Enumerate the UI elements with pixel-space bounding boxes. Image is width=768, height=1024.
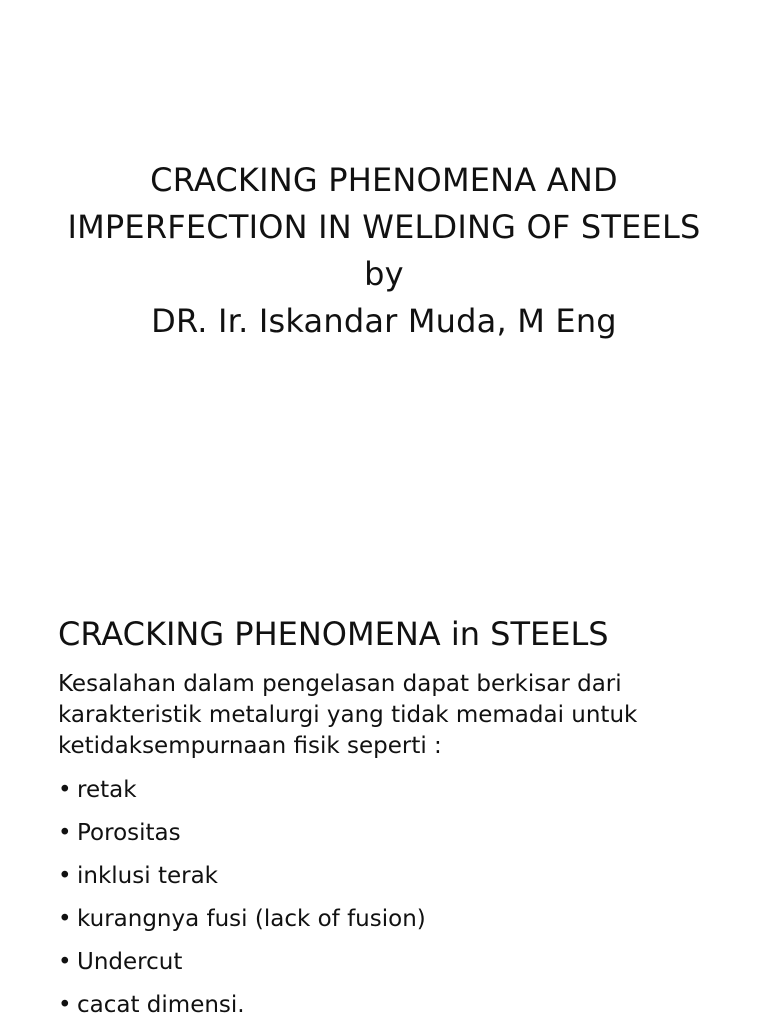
title-line: IMPERFECTION IN WELDING OF STEELS <box>67 208 701 246</box>
slide-title <box>0 157 768 345</box>
bullet-dot: • <box>58 949 72 975</box>
title-line: CRACKING PHENOMENA AND <box>150 161 618 199</box>
bullet-text: cacat dimensi. <box>77 992 245 1018</box>
content-slide <box>0 576 768 1024</box>
list-item <box>58 818 426 861</box>
bullet-text: retak <box>77 777 137 803</box>
intro-line: ketidaksempurnaan fisik seperti : <box>58 733 442 759</box>
bullet-text: inklusi terak <box>77 863 218 889</box>
list-item <box>58 904 426 947</box>
bullet-text: kurangnya fusi (lack of fusion) <box>77 906 426 932</box>
author-line: DR. Ir. Iskandar Muda, M Eng <box>151 302 617 340</box>
bullet-dot: • <box>58 820 72 846</box>
bullet-dot: • <box>58 992 72 1018</box>
intro-paragraph <box>58 669 738 762</box>
list-item <box>58 990 426 1024</box>
bullet-text: Porositas <box>77 820 181 846</box>
bullet-dot: • <box>58 906 72 932</box>
list-item <box>58 775 426 818</box>
list-item <box>58 947 426 990</box>
bullet-text: Undercut <box>77 949 183 975</box>
list-item <box>58 861 426 904</box>
title-subline-by: by <box>364 255 404 293</box>
bullet-list <box>58 775 426 1024</box>
slide-heading: CRACKING PHENOMENA in STEELS <box>58 615 609 653</box>
bullet-dot: • <box>58 863 72 889</box>
bullet-dot: • <box>58 777 72 803</box>
intro-line: Kesalahan dalam pengelasan dapat berkisar dari <box>58 671 622 697</box>
intro-line: karakteristik metalurgi yang tidak memadai untuk <box>58 702 638 728</box>
